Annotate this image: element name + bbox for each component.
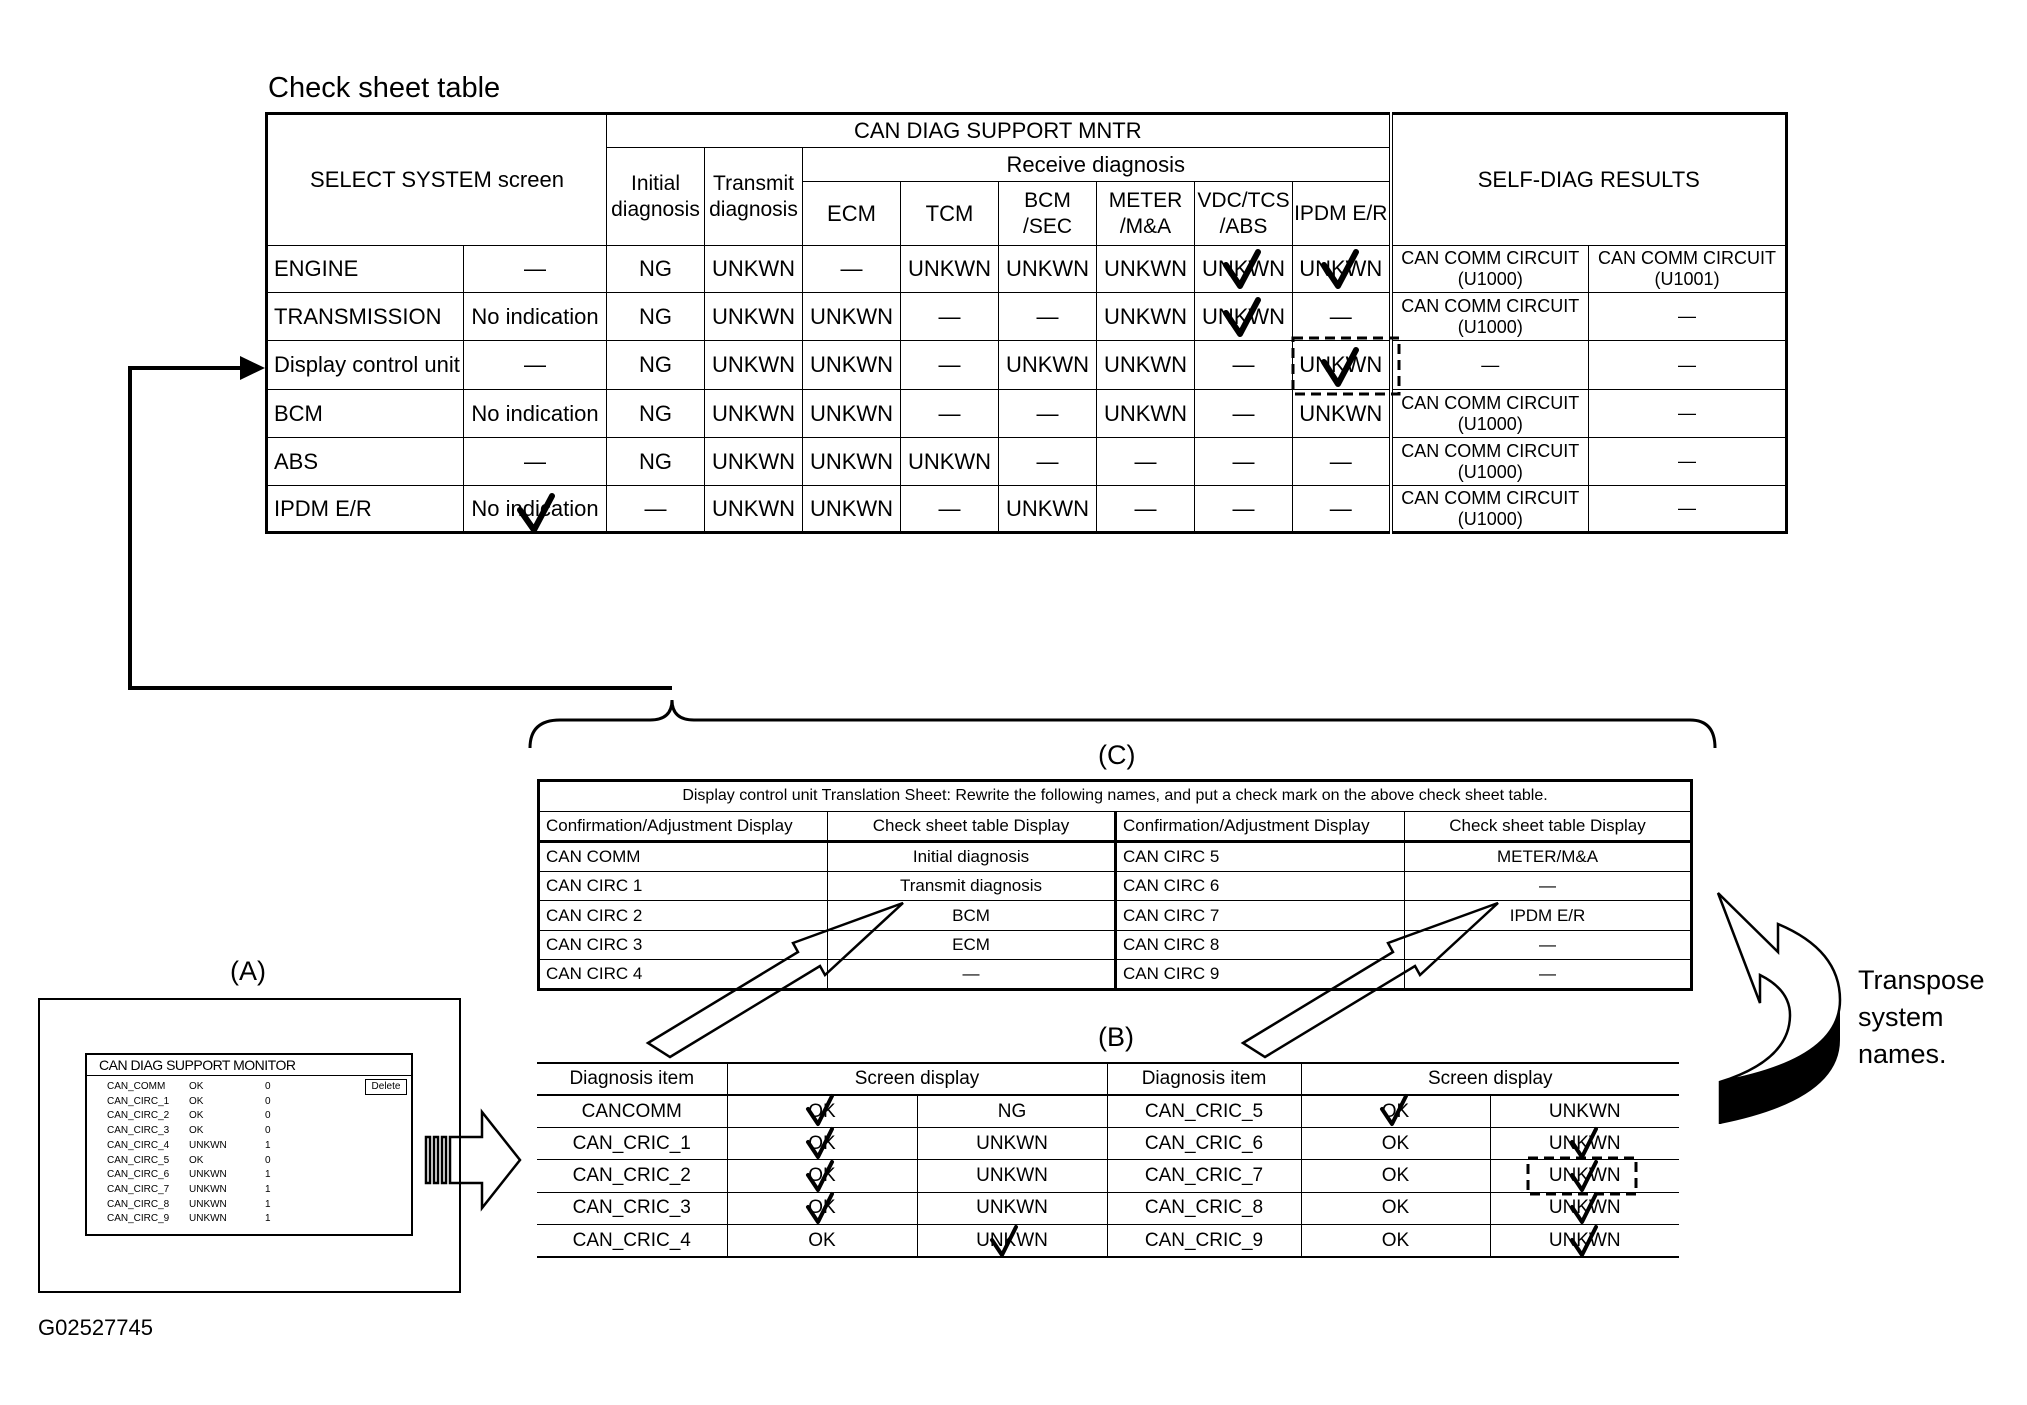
cell-meter: — xyxy=(1097,486,1195,533)
vdc-header: VDC/TCS /ABS xyxy=(1195,182,1293,246)
col-check: Check sheet table Display xyxy=(1405,811,1692,842)
system-name: Display control unit xyxy=(267,341,464,390)
cell-ipdm: — xyxy=(1293,438,1391,486)
col-confirm: Confirmation/Adjustment Display xyxy=(539,811,828,842)
checkmark-icon xyxy=(1324,252,1356,286)
self-diag-header: SELF-DIAG RESULTS xyxy=(1391,114,1787,246)
check-cell: Initial diagnosis xyxy=(828,842,1116,872)
cell-tcm: UNKWN xyxy=(901,246,999,293)
meter-header: METER /M&A xyxy=(1097,182,1195,246)
col-diag-item: Diagnosis item xyxy=(537,1063,727,1095)
diag-item: CAN_CRIC_4 xyxy=(537,1225,727,1257)
checkmark-icon xyxy=(1324,350,1356,384)
confirm-cell: CAN CIRC 7 xyxy=(1116,901,1405,931)
cell-bcm: — xyxy=(999,293,1097,341)
monitor-row xyxy=(107,1213,307,1227)
status-cell: OK xyxy=(727,1128,917,1160)
cell-select: No indication xyxy=(464,293,607,341)
monitor-row-count: 1 xyxy=(265,1183,271,1195)
col-diag-item: Diagnosis item xyxy=(1107,1063,1301,1095)
monitor-row-name: CAN_CIRC_8 xyxy=(107,1198,170,1210)
cell-bcm: UNKWN xyxy=(999,486,1097,533)
cell-ecm: UNKWN xyxy=(803,438,901,486)
value-cell: UNKWN xyxy=(917,1128,1107,1160)
cell-initial: NG xyxy=(607,246,705,293)
label-a: (A) xyxy=(230,956,266,986)
status-cell: OK xyxy=(1301,1095,1490,1127)
cell-ecm: UNKWN xyxy=(803,486,901,533)
monitor-row-count: 0 xyxy=(265,1110,271,1122)
transmit-diag-header: Transmit diagnosis xyxy=(705,148,803,246)
cell-vdc: — xyxy=(1195,390,1293,438)
cell-self1: CAN COMM CIRCUIT (U1000) xyxy=(1391,293,1589,341)
monitor-row xyxy=(107,1081,307,1095)
status-cell: OK xyxy=(727,1095,917,1127)
cell-initial: NG xyxy=(607,390,705,438)
cell-self2: — xyxy=(1589,341,1787,390)
col-confirm: Confirmation/Adjustment Display xyxy=(1116,811,1405,842)
cell-meter: UNKWN xyxy=(1097,341,1195,390)
diag-item: CAN_CRIC_7 xyxy=(1107,1160,1301,1192)
cell-bcm: UNKWN xyxy=(999,341,1097,390)
monitor-row-count: 1 xyxy=(265,1198,271,1210)
cell-self1: CAN COMM CIRCUIT (U1000) xyxy=(1391,438,1589,486)
check-cell: — xyxy=(1405,960,1692,990)
monitor-row xyxy=(107,1199,307,1213)
translation-row xyxy=(539,871,1692,901)
monitor-row xyxy=(107,1096,307,1110)
translation-title: Display control unit Translation Sheet: Rewrite the following names, and put a check mark on the above check sheet table. xyxy=(539,781,1692,812)
cell-bcm: — xyxy=(999,390,1097,438)
confirm-cell: CAN CIRC 3 xyxy=(539,930,828,960)
value-cell: UNKWN xyxy=(1490,1160,1679,1192)
cell-tcm: — xyxy=(901,486,999,533)
system-name: ABS xyxy=(267,438,464,486)
screen-row xyxy=(537,1128,1679,1160)
cell-tcm: — xyxy=(901,293,999,341)
cell-transmit: UNKWN xyxy=(705,390,803,438)
monitor-row-count: 1 xyxy=(265,1169,271,1181)
status-cell: OK xyxy=(727,1160,917,1192)
diag-item: CAN_CRIC_1 xyxy=(537,1128,727,1160)
confirm-cell: CAN CIRC 4 xyxy=(539,960,828,990)
cell-transmit: UNKWN xyxy=(705,293,803,341)
system-name: BCM xyxy=(267,390,464,438)
monitor-row xyxy=(107,1184,307,1198)
cell-self2: — xyxy=(1589,486,1787,533)
check-cell: — xyxy=(1405,930,1692,960)
confirm-cell: CAN CIRC 2 xyxy=(539,901,828,931)
cell-select: — xyxy=(464,246,607,293)
monitor-row-status: UNKWN xyxy=(189,1183,227,1195)
monitor-row-name: CAN_CIRC_1 xyxy=(107,1095,170,1107)
cell-self1: CAN COMM CIRCUIT (U1000) xyxy=(1391,390,1589,438)
checkmark-icon xyxy=(1226,252,1258,286)
bcm-header: BCM /SEC xyxy=(999,182,1097,246)
cell-initial: — xyxy=(607,486,705,533)
value-cell: UNKWN xyxy=(1490,1095,1679,1127)
screen-row xyxy=(537,1095,1679,1127)
cell-initial: NG xyxy=(607,293,705,341)
monitor-row xyxy=(107,1155,307,1169)
monitor-row-name: CAN_CIRC_2 xyxy=(107,1110,170,1122)
monitor-row-status: OK xyxy=(189,1154,204,1166)
cell-transmit: UNKWN xyxy=(705,341,803,390)
check-cell: BCM xyxy=(828,901,1116,931)
monitor-row xyxy=(107,1110,307,1124)
monitor-row-count: 1 xyxy=(265,1139,271,1151)
cell-ecm: — xyxy=(803,246,901,293)
monitor-row-name: CAN_COMM xyxy=(107,1081,166,1092)
value-cell: UNKWN xyxy=(917,1192,1107,1224)
system-name: IPDM E/R xyxy=(267,486,464,533)
confirm-cell: CAN CIRC 6 xyxy=(1116,871,1405,901)
col-screen-display: Screen display xyxy=(727,1063,1107,1095)
diag-item: CANCOMM xyxy=(537,1095,727,1127)
translation-row xyxy=(539,960,1692,990)
monitor-row-status: OK xyxy=(189,1081,204,1092)
monitor-row xyxy=(107,1169,307,1183)
diag-item: CAN_CRIC_8 xyxy=(1107,1192,1301,1224)
monitor-row-name: CAN_CIRC_3 xyxy=(107,1125,170,1137)
monitor-row-status: OK xyxy=(189,1125,204,1137)
confirm-cell: CAN COMM xyxy=(539,842,828,872)
monitor-row-count: 0 xyxy=(265,1081,271,1092)
cell-tcm: UNKWN xyxy=(901,438,999,486)
cell-ipdm: UNKWN xyxy=(1293,390,1391,438)
cell-bcm: — xyxy=(999,438,1097,486)
cell-transmit: UNKWN xyxy=(705,486,803,533)
label-c: (C) xyxy=(1098,740,1136,770)
check-cell: IPDM E/R xyxy=(1405,901,1692,931)
monitor-row-name: CAN_CIRC_9 xyxy=(107,1213,170,1225)
monitor-row-count: 0 xyxy=(265,1154,271,1166)
check-cell: ECM xyxy=(828,930,1116,960)
cell-self1: CAN COMM CIRCUIT (U1000) xyxy=(1391,246,1589,293)
can-diag-header: CAN DIAG SUPPORT MNTR xyxy=(607,114,1391,148)
figure-id: G02527745 xyxy=(38,1315,153,1340)
value-cell: UNKWN xyxy=(1490,1225,1679,1257)
cell-meter: UNKWN xyxy=(1097,390,1195,438)
monitor-row-name: CAN_CIRC_6 xyxy=(107,1169,170,1181)
delete-button[interactable]: Delete xyxy=(365,1079,407,1095)
cell-tcm: — xyxy=(901,341,999,390)
screen-row xyxy=(537,1160,1679,1192)
arrowhead-icon xyxy=(240,356,265,380)
status-cell: OK xyxy=(1301,1160,1490,1192)
cell-select: No indication xyxy=(464,486,607,533)
monitor-row-count: 1 xyxy=(265,1213,271,1225)
cell-ecm: UNKWN xyxy=(803,293,901,341)
cell-self1: — xyxy=(1391,341,1589,390)
value-cell: UNKWN xyxy=(1490,1128,1679,1160)
cell-transmit: UNKWN xyxy=(705,246,803,293)
label-b: (B) xyxy=(1098,1022,1134,1052)
cell-ecm: UNKWN xyxy=(803,390,901,438)
cell-ipdm: UNKWN xyxy=(1293,341,1391,390)
ecm-header: ECM xyxy=(803,182,901,246)
diag-item: CAN_CRIC_9 xyxy=(1107,1225,1301,1257)
cell-ecm: UNKWN xyxy=(803,341,901,390)
cell-select: — xyxy=(464,438,607,486)
translation-row xyxy=(539,930,1692,960)
diag-item: CAN_CRIC_2 xyxy=(537,1160,727,1192)
cell-ipdm: UNKWN xyxy=(1293,246,1391,293)
translation-row xyxy=(539,842,1692,872)
cell-transmit: UNKWN xyxy=(705,438,803,486)
check-cell: — xyxy=(1405,871,1692,901)
monitor-row-count: 0 xyxy=(265,1095,271,1107)
screen-display-table xyxy=(537,1062,1679,1258)
cell-self2: — xyxy=(1589,438,1787,486)
monitor-row xyxy=(107,1125,307,1139)
monitor-row-name: CAN_CIRC_5 xyxy=(107,1154,170,1166)
tcm-header: TCM xyxy=(901,182,999,246)
col-screen-display: Screen display xyxy=(1301,1063,1679,1095)
diag-item: CAN_CRIC_6 xyxy=(1107,1128,1301,1160)
cell-self2: — xyxy=(1589,293,1787,341)
check-sheet-caption: Check sheet table xyxy=(268,72,501,104)
cell-self2: CAN COMM CIRCUIT (U1001) xyxy=(1589,246,1787,293)
monitor-row-name: CAN_CIRC_4 xyxy=(107,1139,170,1151)
select-system-header: SELECT SYSTEM screen xyxy=(267,114,607,246)
col-check: Check sheet table Display xyxy=(828,811,1116,842)
cell-self1: CAN COMM CIRCUIT (U1000) xyxy=(1391,486,1589,533)
monitor-row-name: CAN_CIRC_7 xyxy=(107,1183,170,1195)
checkmark-icon xyxy=(520,496,552,530)
cell-ipdm: — xyxy=(1293,486,1391,533)
monitor-row-status: OK xyxy=(189,1110,204,1122)
status-cell: OK xyxy=(727,1225,917,1257)
connector-line xyxy=(130,368,672,688)
status-cell: OK xyxy=(1301,1192,1490,1224)
checkmark-icon xyxy=(1226,300,1258,334)
cell-vdc: UNKWN xyxy=(1195,246,1293,293)
monitor-row-status: UNKWN xyxy=(189,1169,227,1181)
cell-tcm: — xyxy=(901,390,999,438)
monitor-row-count: 0 xyxy=(265,1125,271,1137)
cell-vdc: — xyxy=(1195,438,1293,486)
diag-item: CAN_CRIC_5 xyxy=(1107,1095,1301,1127)
screen-row xyxy=(537,1192,1679,1224)
cell-ipdm: — xyxy=(1293,293,1391,341)
transpose-note: Transpose system names. xyxy=(1858,965,1985,1069)
confirm-cell: CAN CIRC 8 xyxy=(1116,930,1405,960)
cell-vdc: — xyxy=(1195,486,1293,533)
check-cell: METER/M&A xyxy=(1405,842,1692,872)
cell-select: No indication xyxy=(464,390,607,438)
initial-diag-header: Initial diagnosis xyxy=(607,148,705,246)
check-cell: Transmit diagnosis xyxy=(828,871,1116,901)
check-cell: — xyxy=(828,960,1116,990)
value-cell: UNKWN xyxy=(917,1160,1107,1192)
cell-vdc: — xyxy=(1195,341,1293,390)
confirm-cell: CAN CIRC 9 xyxy=(1116,960,1405,990)
status-cell: OK xyxy=(1301,1225,1490,1257)
monitor-row-status: UNKWN xyxy=(189,1139,227,1151)
monitor-title: CAN DIAG SUPPORT MONITOR xyxy=(99,1057,296,1073)
monitor-row-status: UNKWN xyxy=(189,1213,227,1225)
cell-initial: NG xyxy=(607,341,705,390)
diag-item: CAN_CRIC_3 xyxy=(537,1192,727,1224)
cell-bcm: UNKWN xyxy=(999,246,1097,293)
status-cell: OK xyxy=(727,1192,917,1224)
value-cell: UNKWN xyxy=(917,1225,1107,1257)
cell-vdc: UNKWN xyxy=(1195,293,1293,341)
system-name: ENGINE xyxy=(267,246,464,293)
cell-meter: — xyxy=(1097,438,1195,486)
cell-self2: — xyxy=(1589,390,1787,438)
cell-select: — xyxy=(464,341,607,390)
translation-sheet xyxy=(537,779,1693,991)
confirm-cell: CAN CIRC 5 xyxy=(1116,842,1405,872)
cell-initial: NG xyxy=(607,438,705,486)
ipdm-header: IPDM E/R xyxy=(1293,182,1391,246)
status-cell: OK xyxy=(1301,1128,1490,1160)
value-cell: NG xyxy=(917,1095,1107,1127)
monitor-row-status: OK xyxy=(189,1095,204,1107)
screen-row xyxy=(537,1225,1679,1257)
receive-diag-header: Receive diagnosis xyxy=(803,148,1391,182)
monitor-row xyxy=(107,1140,307,1154)
cell-meter: UNKWN xyxy=(1097,246,1195,293)
confirm-cell: CAN CIRC 1 xyxy=(539,871,828,901)
monitor-row-status: UNKWN xyxy=(189,1198,227,1210)
value-cell: UNKWN xyxy=(1490,1192,1679,1224)
translation-row xyxy=(539,901,1692,931)
system-name: TRANSMISSION xyxy=(267,293,464,341)
can-diag-monitor-screen xyxy=(85,1053,413,1236)
cell-meter: UNKWN xyxy=(1097,293,1195,341)
